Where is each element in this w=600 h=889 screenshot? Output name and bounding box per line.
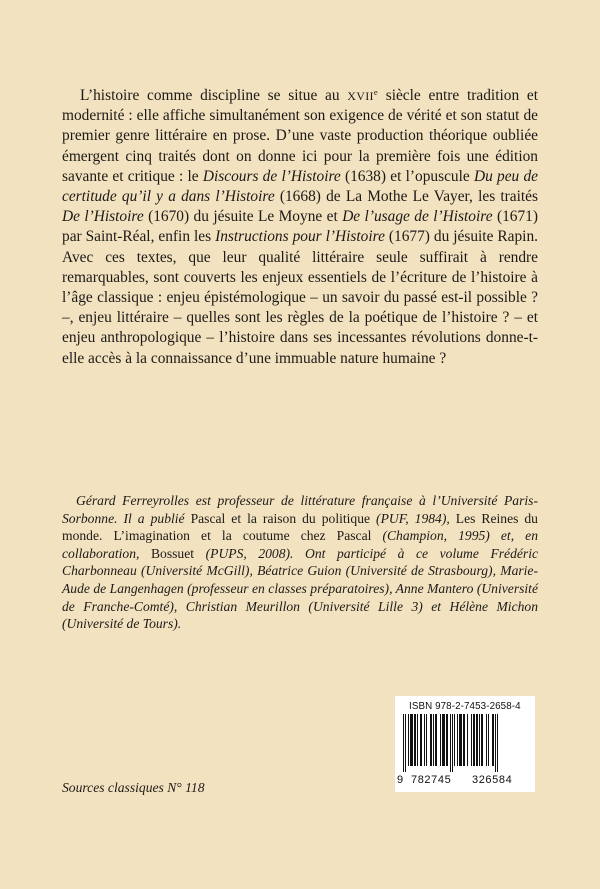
work-title: De l’usage de l’Histoire bbox=[342, 208, 493, 226]
barcode-bar bbox=[476, 714, 478, 766]
bio-paragraph bbox=[62, 492, 538, 633]
ean-left-group: 782745 bbox=[411, 774, 452, 786]
book-title: Les Reines du monde. L’imagination et la coutume chez Pascal bbox=[62, 510, 538, 544]
summary-text: (1668) de La Mothe Le Vayer, les traités bbox=[274, 188, 539, 206]
ean-first-digit: 9 bbox=[397, 774, 404, 786]
barcode-bar bbox=[403, 714, 404, 772]
barcode-bar bbox=[408, 714, 409, 766]
isbn-barcode bbox=[395, 696, 535, 792]
work-title: De l’Histoire bbox=[62, 208, 144, 226]
series-label: Sources classiques N° 118 bbox=[62, 780, 205, 795]
work-title: Discours de l’Histoire bbox=[202, 167, 341, 185]
barcode-bar bbox=[488, 714, 489, 766]
ean-right-group: 326584 bbox=[472, 774, 513, 786]
barcode-bar bbox=[454, 714, 455, 766]
work-title: Instructions pour l’Histoire bbox=[215, 228, 385, 246]
barcode-bar bbox=[435, 714, 437, 766]
barcode-bar bbox=[426, 714, 427, 766]
summary-paragraph bbox=[62, 82, 538, 369]
century-numeral bbox=[347, 89, 378, 103]
work-title: Du peu de certitude qu’il y a dans l’Histoire bbox=[62, 167, 538, 206]
summary-text: (1671) par Saint-Réal, enfin les bbox=[62, 208, 538, 246]
summary-text: (1677) du jésuite Rapin. Avec ces textes, que leur qualité littéraire seule suffirait à rendre remarquables, sont couverts les enjeux essentiels de l’écriture de l’histoire à l’âge classique : enjeu épistémologique – un savoir du passé est-il possible ? –, enjeu littéraire – quelles sont les règles de la poétique de l’histoire ? – et enjeu anthropologique – l’histoire dans ses incessantes révolutions donne-t-elle accès à la connaissance d’une immuable nature humaine ? bbox=[62, 228, 538, 367]
barcode-bar bbox=[433, 714, 434, 766]
bio-text: (Champion, 1995) et, en collaboration, bbox=[62, 528, 538, 561]
century-roman: XVII bbox=[347, 89, 374, 103]
summary-text: (1670) du jésuite Le Moyne et bbox=[143, 208, 343, 226]
back-cover-summary bbox=[62, 82, 538, 369]
book-title: Pascal et la raison du politique bbox=[190, 510, 371, 526]
barcode-bar bbox=[467, 714, 468, 766]
barcode-bar bbox=[486, 714, 487, 766]
barcode-bar bbox=[479, 714, 480, 766]
barcode-bar bbox=[473, 714, 475, 766]
isbn-label: ISBN 978-2-7453-2658-4 bbox=[409, 701, 521, 712]
century-superscript: e bbox=[373, 87, 378, 97]
barcode-bar bbox=[420, 714, 422, 766]
barcode-bar bbox=[459, 714, 462, 766]
barcode-bar bbox=[430, 714, 432, 766]
summary-text: siècle entre tradition et modernité : elle affiche simultanément son exigence de vérité et son statut de premier genre littéraire en prose. D’une vaste production théorique oubliée émergent cinq traités dont on donne ici pour la première fois une édition savante et critique : le bbox=[62, 87, 538, 185]
barcode-bar bbox=[471, 714, 472, 766]
barcode-bar bbox=[452, 714, 453, 772]
book-title: Bossuet bbox=[150, 545, 195, 561]
barcode-bar bbox=[497, 714, 498, 772]
barcode-bar bbox=[440, 714, 441, 766]
summary-text: L’histoire comme discipline se situe au bbox=[80, 87, 348, 104]
barcode-bar bbox=[442, 714, 445, 766]
barcode-bar bbox=[424, 714, 425, 766]
barcode-bar bbox=[410, 714, 413, 766]
barcode-bar bbox=[492, 714, 494, 766]
barcode-bar bbox=[446, 714, 448, 766]
barcode-bar bbox=[450, 714, 451, 772]
barcode-bar bbox=[495, 714, 496, 772]
barcode-bar bbox=[481, 714, 483, 766]
author-biography bbox=[62, 492, 538, 633]
bio-text: (PUF, 1984), bbox=[370, 510, 456, 526]
barcode-bar bbox=[463, 714, 465, 766]
barcode-bars bbox=[403, 714, 527, 772]
barcode-bar bbox=[417, 714, 418, 766]
bio-text: (PUPS, 2008). Ont participé à ce volume Frédéric Charbonneau (Université McGill), Béatrice Guion (Université de Strasbourg), Marie-Aude de Langenhagen (professeur en classes préparatoires), Anne Mantero (Université de Franche-Comté), Christian Meurillon (Université Lille 3) et Hélène Michon (Université de Tours). bbox=[62, 545, 539, 632]
barcode-bar bbox=[405, 714, 406, 772]
summary-text: (1638) et l’opuscule bbox=[340, 167, 474, 185]
barcode-bar bbox=[457, 714, 458, 766]
bio-text: Gérard Ferreyrolles est professeur de littérature française à l’Université Paris-Sorbonne. Il a publié bbox=[62, 493, 538, 526]
barcode-bar bbox=[414, 714, 416, 766]
